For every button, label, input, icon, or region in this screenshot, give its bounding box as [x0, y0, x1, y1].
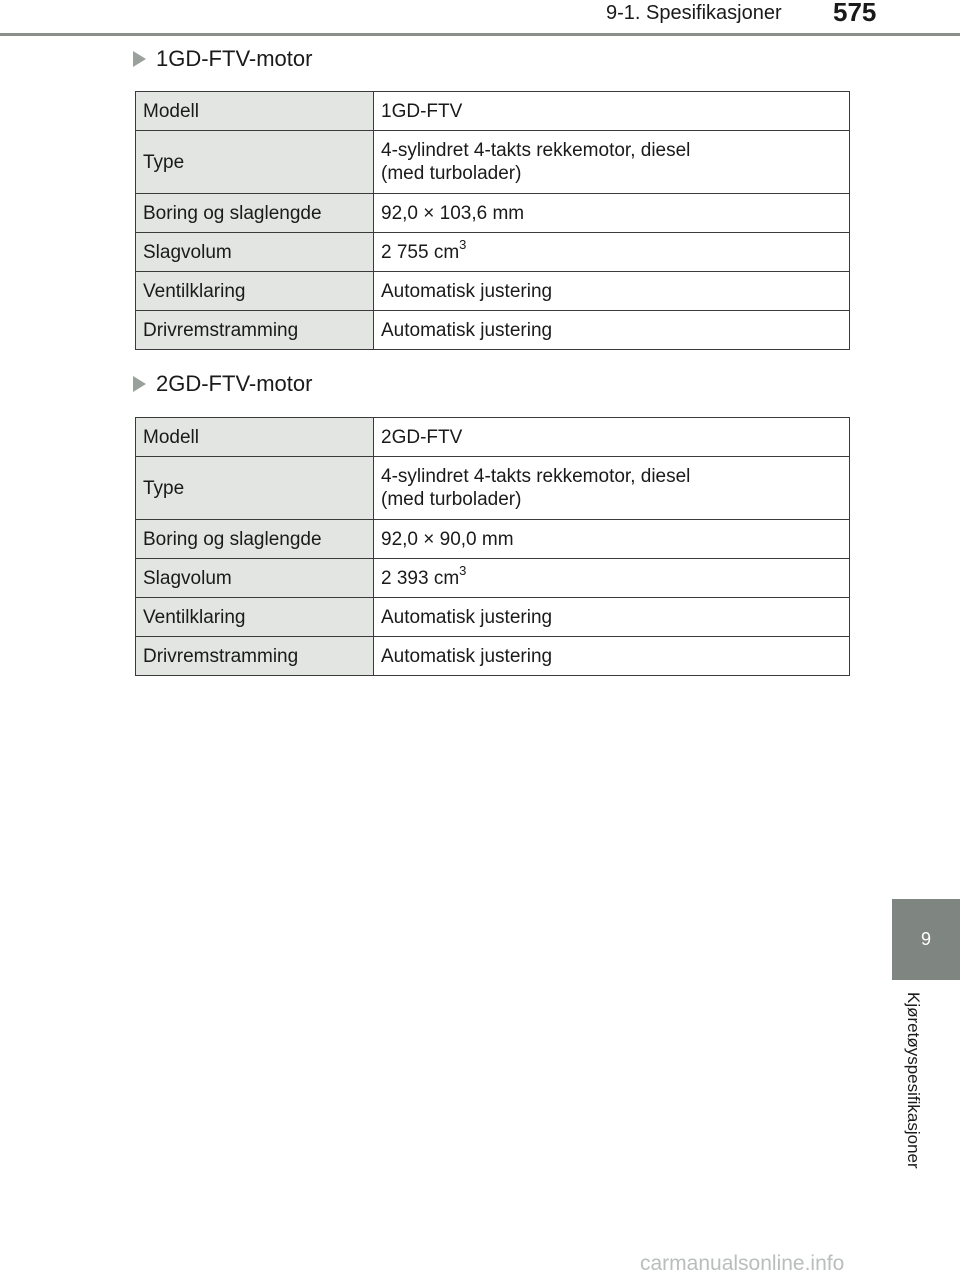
spec-table-2gd	[135, 417, 850, 676]
row-label: Type	[136, 457, 374, 520]
row-label: Ventilklaring	[136, 598, 374, 637]
row-value: 1GD-FTV	[374, 92, 850, 131]
section-heading-2gd	[133, 371, 312, 397]
header-divider	[0, 33, 960, 36]
row-value: Automatisk justering	[374, 311, 850, 350]
table-row	[136, 272, 850, 311]
table-row	[136, 457, 850, 520]
chapter-tab[interactable]	[892, 899, 960, 980]
section-heading-1gd	[133, 46, 312, 72]
table-row	[136, 233, 850, 272]
row-label: Slagvolum	[136, 559, 374, 598]
row-value: 92,0 × 103,6 mm	[374, 194, 850, 233]
row-value: 2GD-FTV	[374, 418, 850, 457]
value-line: 4-sylindret 4-takts rekkemotor, diesel	[381, 140, 691, 161]
value-text: 2 755 cm	[381, 241, 460, 263]
row-label: Boring og slaglengde	[136, 520, 374, 559]
row-label: Modell	[136, 418, 374, 457]
row-value	[374, 457, 850, 520]
value-line: (med turbolader)	[381, 489, 522, 510]
row-value: Automatisk justering	[374, 272, 850, 311]
table-row	[136, 92, 850, 131]
value-text: 2 393 cm	[381, 567, 460, 589]
section-heading-text: 2GD-FTV-motor	[156, 371, 313, 396]
row-value	[374, 233, 850, 272]
table-row	[136, 559, 850, 598]
row-label: Drivremstramming	[136, 311, 374, 350]
table-row	[136, 194, 850, 233]
table-row	[136, 311, 850, 350]
chapter-label: Kjøretøyspesifikasjoner	[904, 992, 923, 1169]
table-row	[136, 131, 850, 194]
value-line: 4-sylindret 4-takts rekkemotor, diesel	[381, 466, 691, 487]
section-title: 9-1. Spesifikasjoner	[606, 2, 782, 24]
row-label: Modell	[136, 92, 374, 131]
value-superscript: 3	[459, 562, 467, 578]
row-label: Ventilklaring	[136, 272, 374, 311]
row-value: Automatisk justering	[374, 637, 850, 676]
row-label: Type	[136, 131, 374, 194]
table-row	[136, 637, 850, 676]
table-row	[136, 520, 850, 559]
chapter-number: 9	[920, 929, 931, 949]
table-row	[136, 418, 850, 457]
spec-table-1gd	[135, 91, 850, 350]
row-value: Automatisk justering	[374, 598, 850, 637]
row-value	[374, 131, 850, 194]
row-label: Drivremstramming	[136, 637, 374, 676]
row-label: Boring og slaglengde	[136, 194, 374, 233]
page-number: 575	[833, 0, 877, 27]
triangle-bullet-icon	[133, 51, 146, 67]
triangle-bullet-icon	[133, 376, 146, 392]
table-row	[136, 598, 850, 637]
row-value: 92,0 × 90,0 mm	[374, 520, 850, 559]
value-line: (med turbolader)	[381, 163, 522, 184]
value-superscript: 3	[459, 236, 467, 252]
row-label: Slagvolum	[136, 233, 374, 272]
watermark: carmanualsonline.info	[640, 1252, 845, 1275]
row-value	[374, 559, 850, 598]
section-heading-text: 1GD-FTV-motor	[156, 46, 313, 71]
